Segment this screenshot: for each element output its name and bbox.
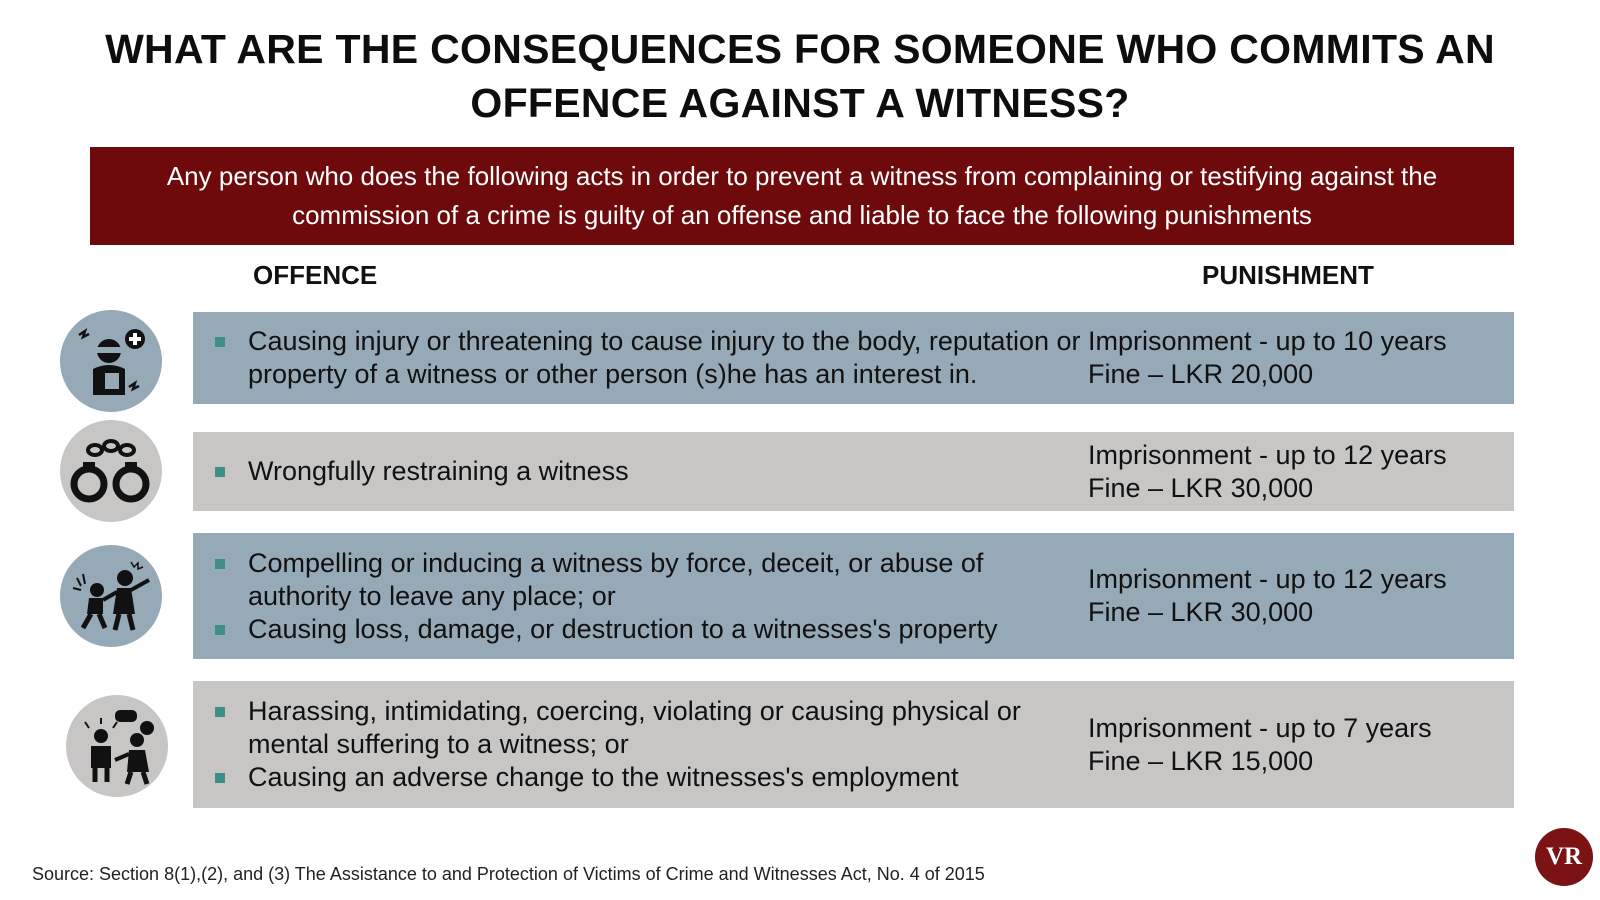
bullet-icon	[215, 625, 225, 635]
offence-row	[193, 681, 1514, 808]
bullet-icon	[215, 773, 225, 783]
offence-text: Causing injury or threatening to cause injury to the body, reputation or property of a witness or other person (s)he has an interest in.	[248, 326, 1081, 389]
bullet-icon	[215, 559, 225, 569]
punishment-cell	[1088, 325, 1447, 391]
offence-row	[193, 312, 1514, 404]
list-item	[213, 325, 1088, 391]
intro-banner	[90, 147, 1514, 245]
offence-cell	[193, 547, 1088, 646]
bullet-icon	[215, 467, 225, 477]
offence-text: Causing loss, damage, or destruction to a witnesses's property	[248, 613, 998, 644]
fine-text: Fine – LKR 30,000	[1088, 597, 1314, 627]
harassment-icon	[66, 695, 168, 797]
offence-text: Causing an adverse change to the witnesses's employment	[248, 762, 959, 792]
imprisonment-text: Imprisonment - up to 12 years	[1088, 564, 1447, 594]
injured-person-icon	[60, 310, 162, 412]
bullet-icon	[215, 337, 225, 347]
offence-row	[193, 432, 1514, 511]
imprisonment-text: Imprisonment - up to 12 years	[1088, 439, 1447, 470]
person-pushing-icon	[60, 545, 162, 647]
imprisonment-text: Imprisonment - up to 7 years	[1088, 712, 1432, 743]
offence-text: Compelling or inducing a witness by force, deceit, or abuse of authority to leave any place; or	[248, 547, 984, 611]
punishment-cell	[1088, 712, 1432, 778]
fine-text: Fine – LKR 20,000	[1088, 359, 1314, 389]
page-title: WHAT ARE THE CONSEQUENCES FOR SOMEONE WHO COMMITS AN OFFENCE AGAINST A WITNESS?	[105, 26, 1495, 126]
source-citation: Source: Section 8(1),(2), and (3) The Assistance to and Protection of Victims of Crime and Witnesses Act, No. 4 of 2015	[32, 864, 985, 884]
list-item	[213, 455, 1088, 488]
offence-text: Wrongfully restraining a witness	[248, 456, 629, 486]
fine-text: Fine – LKR 30,000	[1088, 472, 1314, 503]
offence-row	[193, 533, 1514, 659]
offence-text: Harassing, intimidating, coercing, violating or causing physical or mental suffering to a witness; or	[248, 696, 1021, 759]
punishment-cell	[1088, 439, 1447, 505]
list-item	[213, 695, 1088, 761]
vr-law-logo	[1535, 828, 1593, 886]
punishment-column-header: PUNISHMENT	[1202, 260, 1374, 290]
bullet-icon	[215, 707, 225, 717]
handcuffs-icon	[60, 420, 162, 522]
offence-cell	[193, 695, 1088, 794]
offence-cell	[193, 325, 1088, 391]
list-item	[213, 761, 1088, 794]
offence-cell	[193, 455, 1088, 488]
offence-column-header: OFFENCE	[253, 260, 378, 290]
punishment-cell	[1088, 563, 1447, 629]
intro-banner-text: Any person who does the following acts in order to prevent a witness from complaining or testifying against the commission of a crime is guilty of an offense and liable to face the following punishments	[166, 161, 1438, 230]
list-item	[213, 613, 1088, 646]
list-item	[213, 547, 1088, 613]
fine-text: Fine – LKR 15,000	[1088, 745, 1314, 776]
logo-text: VR	[1545, 843, 1583, 870]
imprisonment-text: Imprisonment - up to 10 years	[1088, 326, 1447, 356]
